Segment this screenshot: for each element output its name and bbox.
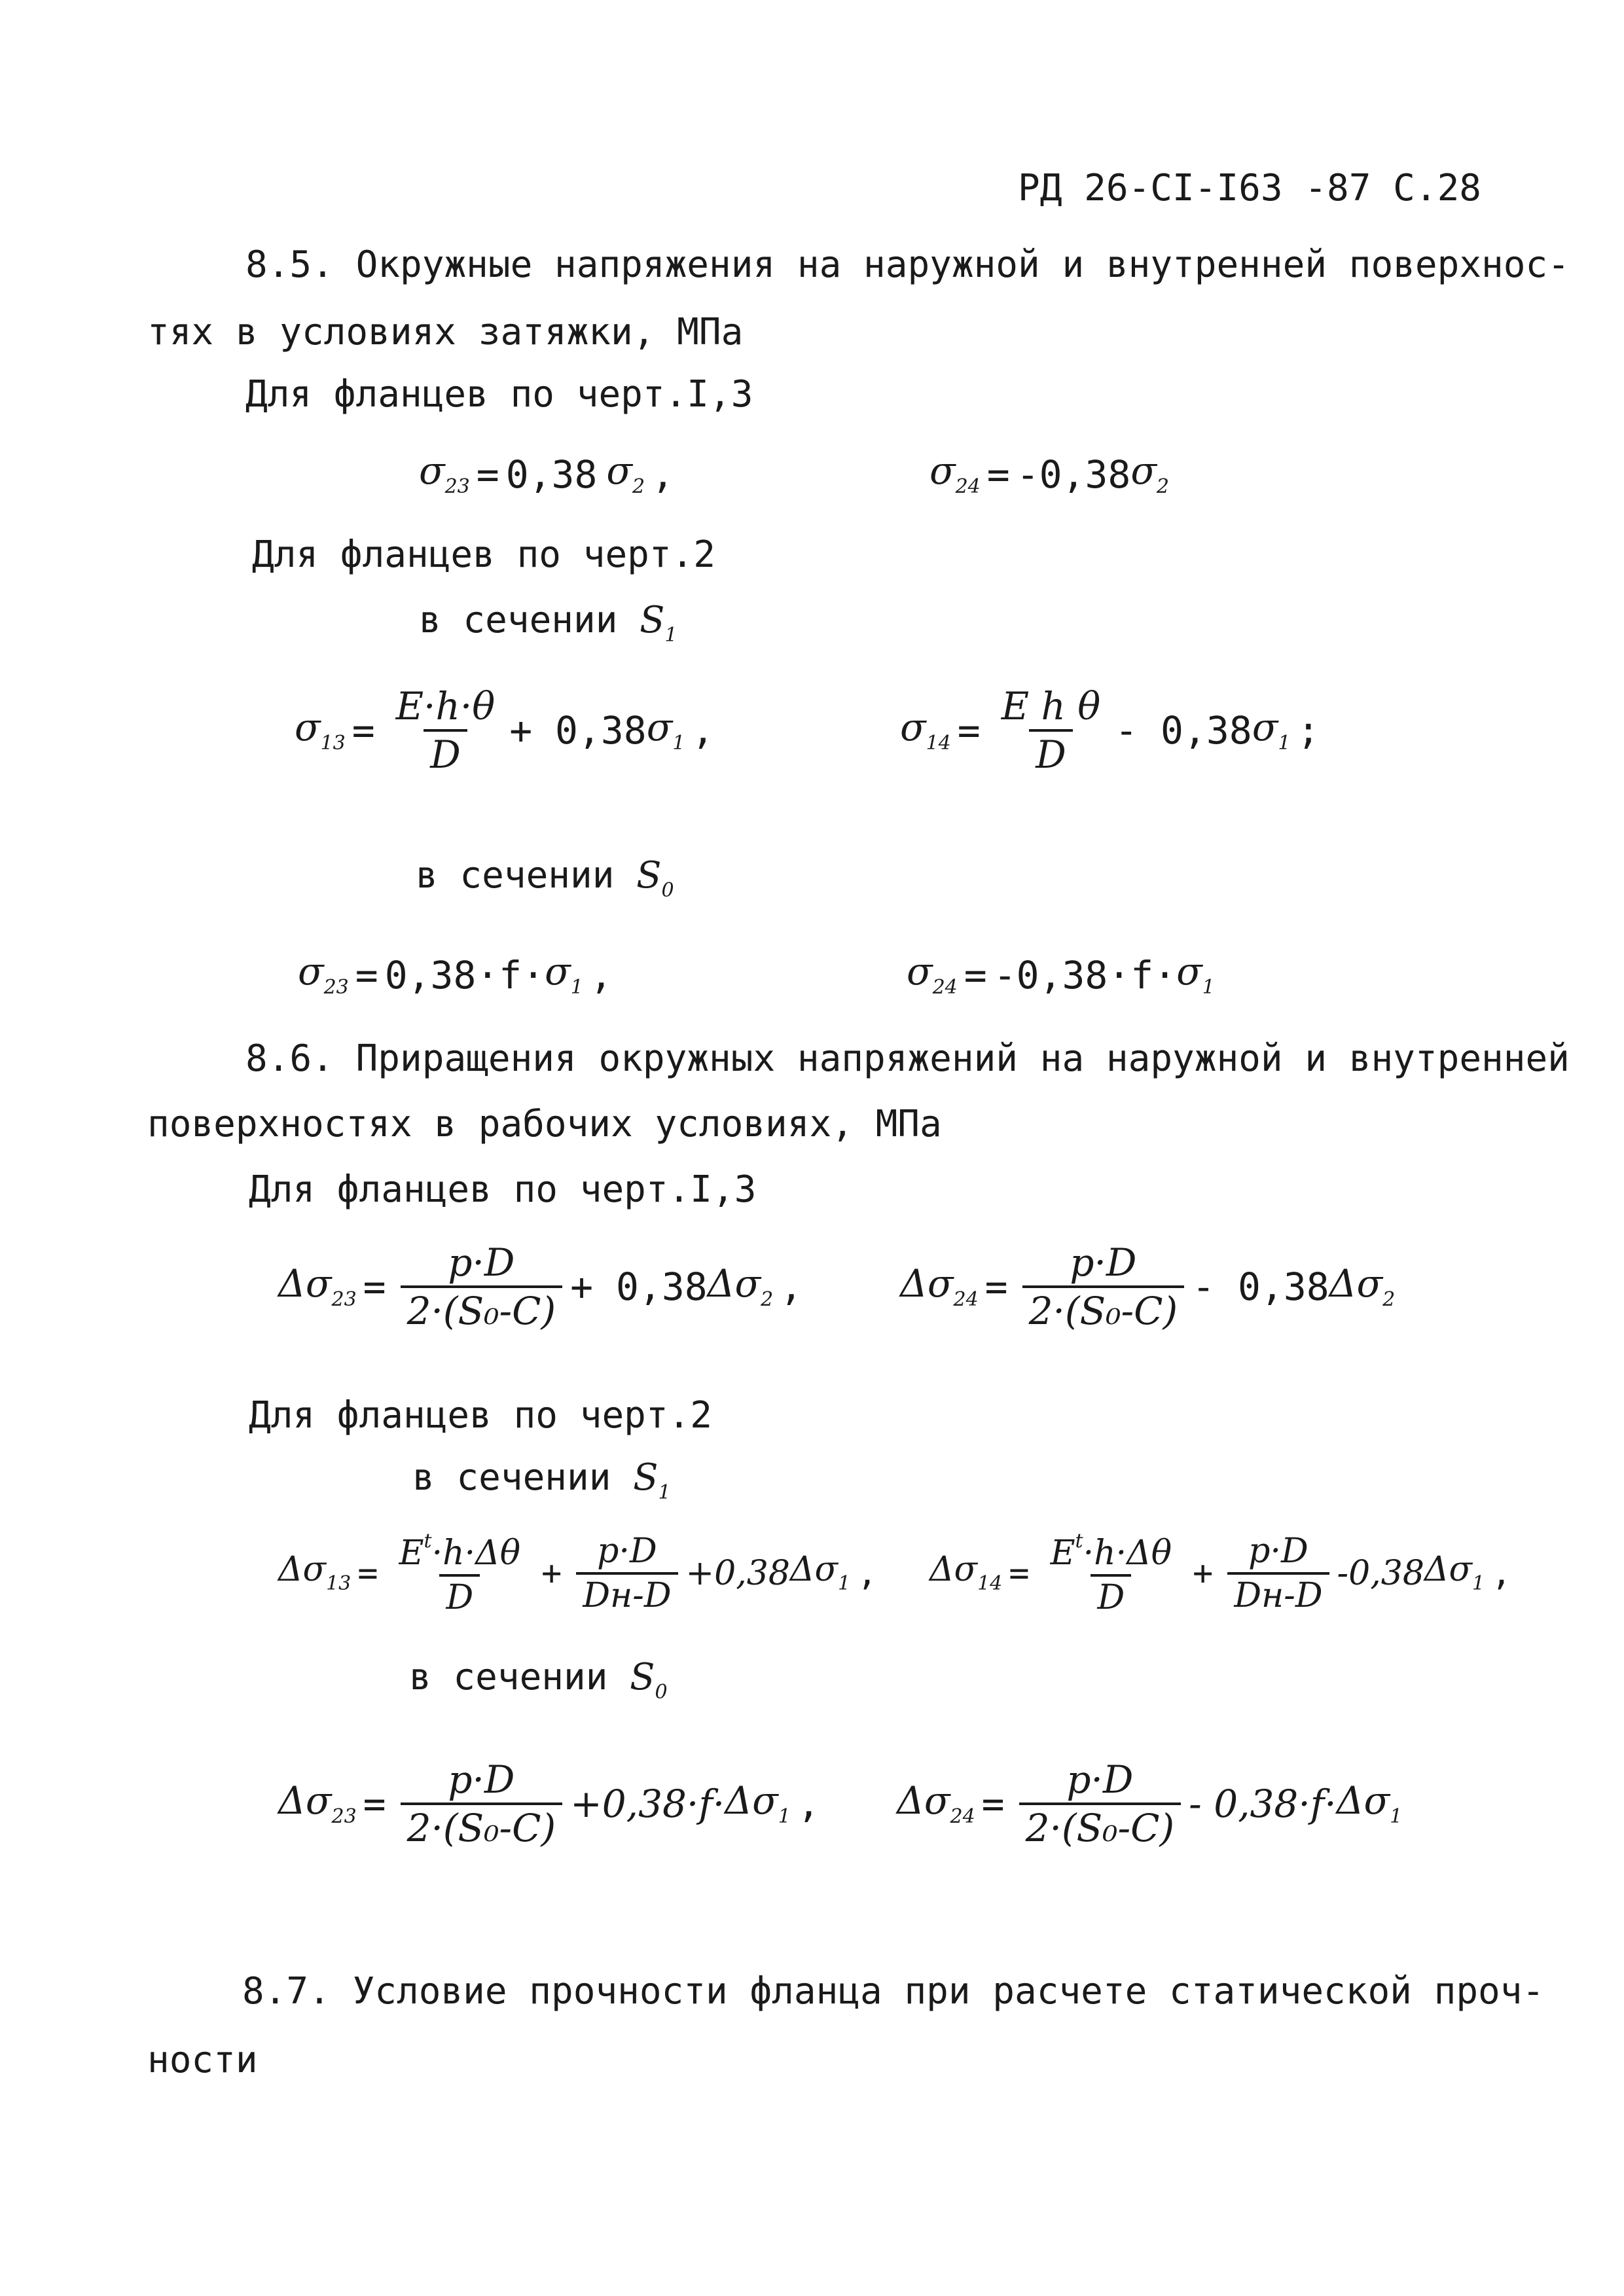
formula-delta-sigma24-s0: $\Delta\sigma_{24}$ = $\frac{p\cdot D}{\text{2·(S₀-C)}}$ - 0,38·f· $\Delta\sigma_1$ [897,1757,1403,1850]
section-text: Приращения окружных напряжений на наружной и внутренней [355,1037,1570,1080]
section-8-5-line1 [245,243,1570,286]
formula-delta-sigma23-working: $\Delta\sigma_{23}$ = $\frac{p\cdot D}{\text{2·(S₀-C)}}$ + 0,38 $\Delta\sigma_2$ , [278,1240,803,1333]
formula-sigma23-tightening: $\sigma_{23}$ = 0,38 $\sigma_2$ , [419,448,674,498]
formula-delta-sigma24-working: $\Delta\sigma_{24}$ = $\frac{p\cdot D}{\text{2·(S₀-C)}}$ - 0,38 $\Delta\sigma_2$ [900,1240,1396,1333]
formula-sigma14-tightening: $\sigma_{14}$ = $\frac{\text{E h θ}}{D}$ - 0,38 $\sigma_1$ ; [900,684,1320,777]
section-8-7-line2: ности [147,2039,258,2081]
document-code: РД 26-СI-I63 -87 С.28 [1018,167,1482,209]
formula-delta-sigma13-working: $\Delta\sigma_{13}$ = $\frac{E^t\cdot h\cdot\Delta\theta}{D}$ + $\frac{p\cdot D}{Dн-D}$ +0,38 $\Delta\sigma_1$ , [278,1530,878,1617]
section-8-5-line2: тях в условиях затяжки, МПа [147,311,744,353]
section-s0-label-2: в сечении $S_0$ [409,1656,668,1704]
formula-sigma24-s0: $\sigma_{24}$ = -0,38·f· $\sigma_1$ [907,949,1215,999]
section-8-6-line1 [245,1037,1570,1080]
formula-sigma24-tightening: $\sigma_{24}$ = -0,38 $\sigma_2$ [929,448,1169,498]
formula-delta-sigma23-s0: $\Delta\sigma_{23}$ = $\frac{p\cdot D}{\text{2·(S₀-C)}}$ +0,38·f· $\Delta\sigma_1$ , [278,1757,820,1850]
section-8-7-line1 [242,1970,1544,2013]
formula-delta-sigma14-working: $\Delta\sigma_{14}$ = $\frac{E^t\cdot h\cdot\Delta\theta}{D}$ + $\frac{p\cdot D}{Dн-D}$ -0,38 $\Delta\sigma_1$ , [929,1530,1512,1617]
flange-drawing-1-3-label-2: Для фланцев по черт.I,3 [249,1168,757,1211]
section-s1-label-2: в сечении $S_1$ [412,1456,671,1504]
flange-drawing-2-label: Для фланцев по черт.2 [252,533,716,576]
section-s0-label: в сечении $S_0$ [416,854,674,902]
section-number: 8.6. [245,1037,334,1080]
flange-drawing-2-label-2: Для фланцев по черт.2 [249,1394,713,1437]
section-number: 8.5. [245,243,334,286]
flange-drawing-1-3-label: Для фланцев по черт.I,3 [245,373,753,416]
section-s1-label: в сечении $S_1$ [419,599,677,647]
formula-sigma13-tightening: $\sigma_{13}$ = $\frac{E\cdot h\cdot\theta}{D}$ + 0,38 $\sigma_1$ , [295,684,715,777]
section-text: Условие прочности фланца при расчете статической проч- [352,1970,1545,2013]
formula-sigma23-s0: $\sigma_{23}$ = 0,38·f· $\sigma_1$ , [298,949,613,999]
section-8-6-line2: поверхностях в рабочих условиях, МПа [147,1103,942,1145]
section-number: 8.7. [242,1970,331,2013]
section-text: Окружные напряжения на наружной и внутренней поверхнос- [355,243,1570,286]
